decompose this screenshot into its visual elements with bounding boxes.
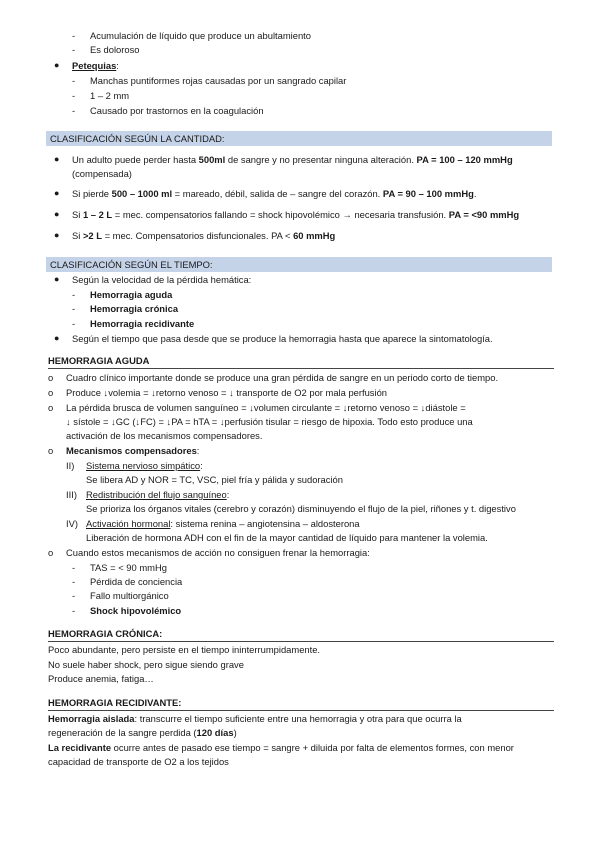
circle-bullet-icon: o — [48, 387, 54, 398]
roman-numeral: III) — [66, 489, 77, 500]
circle-bullet-icon: o — [48, 547, 54, 558]
bullet-icon: ● — [54, 209, 60, 219]
list-item: Si 1 – 2 L = mec. compensatorios fallando = shock hipovolémico → necesaria transfusión. PA = <90 mmHg — [72, 209, 520, 220]
list-item: Cuadro clínico importante donde se produce una gran pérdida de sangre en un periodo corto de tiempo. — [66, 372, 499, 383]
paragraph-line: La recidivante ocurre antes de pasado ese tiempo = sangre + diluida por falta de elementos formes, con menor — [48, 742, 514, 753]
list-item: Según el tiempo que pasa desde que se produce la hemorragia hasta que aparece la sintomatología. — [72, 333, 493, 344]
paragraph-line: No suele haber shock, pero sigue siendo grave — [48, 659, 244, 670]
dash-marker: - — [72, 90, 76, 101]
petequias-heading: Petequias: — [72, 60, 119, 71]
section-title-cronica: HEMORRAGIA CRÓNICA: — [48, 628, 163, 639]
section-divider — [48, 710, 554, 711]
dash-marker: - — [72, 30, 76, 41]
paragraph-line: Hemorragia aislada: transcurre el tiempo suficiente entre una hemorragia y otra para que ocurra la — [48, 713, 462, 724]
list-item: Shock hipovolémico — [90, 605, 182, 616]
mechanism-text: Liberación de hormona ADH con el fin de la mayor cantidad de líquido para mantener la volemia. — [86, 532, 488, 543]
dash-marker: - — [72, 44, 76, 55]
list-item: Mecanismos compensadores: — [66, 445, 200, 456]
dash-marker: - — [72, 289, 76, 300]
dash-marker: - — [72, 576, 76, 587]
mechanism-text: Se libera AD y NOR = TC, VSC, piel fría y pálida y sudoración — [86, 474, 343, 485]
section-title-recidivante: HEMORRAGIA RECIDIVANTE: — [48, 697, 182, 708]
list-item: Manchas puntiformes rojas causadas por un sangrado capilar — [90, 75, 347, 86]
list-item: Según la velocidad de la pérdida hemática: — [72, 274, 252, 285]
dash-marker: - — [72, 318, 76, 329]
bullet-icon: ● — [54, 60, 60, 70]
bullet-icon: ● — [54, 188, 60, 198]
list-item: Causado por trastornos en la coagulación — [90, 105, 264, 116]
list-item-continuation: ↓ sístole = ↓GC (↓FC) = ↓PA = hTA = ↓perfusión tisular = riesgo de hipoxia. Todo esto produce una — [66, 416, 473, 427]
list-item: Un adulto puede perder hasta 500ml de sangre y no presentar ninguna alteración. PA = 100 – 120 mmHg — [72, 154, 513, 165]
bullet-icon: ● — [54, 274, 60, 284]
bullet-icon: ● — [54, 333, 60, 343]
dash-marker: - — [72, 562, 76, 573]
list-item: Hemorragia recidivante — [90, 318, 195, 329]
list-item: Hemorragia aguda — [90, 289, 173, 300]
dash-marker: - — [72, 105, 76, 116]
list-item: La pérdida brusca de volumen sanguíneo = ↓volumen circulante = ↓retorno venoso = ↓diástole = — [66, 402, 466, 413]
list-item: Hemorragia crónica — [90, 303, 179, 314]
section-title-aguda: HEMORRAGIA AGUDA — [48, 355, 150, 366]
list-item: Fallo multiorgánico — [90, 590, 169, 601]
dash-marker: - — [72, 303, 76, 314]
circle-bullet-icon: o — [48, 445, 54, 456]
bullet-icon: ● — [54, 154, 60, 164]
mechanism-title: Activación hormonal: sistema renina – angiotensina – aldosterona — [86, 518, 360, 529]
section-header-tiempo: CLASIFICACIÓN SEGÚN EL TIEMPO: — [50, 259, 213, 270]
list-item-continuation: (compensada) — [72, 168, 132, 179]
paragraph-line: Produce anemia, fatiga… — [48, 673, 154, 684]
section-divider — [48, 641, 554, 642]
list-item: Si >2 L = mec. Compensatorios disfuncionales. PA < 60 mmHg — [72, 230, 336, 241]
mechanism-text: Se prioriza los órganos vitales (cerebro y corazón) disminuyendo el flujo de la piel, riñones y t. digestivo — [86, 503, 516, 514]
dash-marker: - — [72, 590, 76, 601]
circle-bullet-icon: o — [48, 372, 54, 383]
paragraph-line: regeneración de la sangre perdida (120 días) — [48, 727, 237, 738]
bullet-icon: ● — [54, 230, 60, 240]
section-divider — [48, 368, 554, 369]
section-header-cantidad: CLASIFICACIÓN SEGÚN LA CANTIDAD: — [50, 133, 225, 144]
list-item: TAS = < 90 mmHg — [90, 562, 167, 573]
section-header-band — [46, 257, 552, 272]
mechanism-title: Sistema nervioso simpático: — [86, 460, 203, 471]
list-item: 1 – 2 mm — [90, 90, 130, 101]
section-header-band — [46, 131, 552, 146]
roman-numeral: IV) — [66, 518, 78, 529]
paragraph-line: capacidad de transporte de O2 a los tejidos — [48, 756, 229, 767]
dash-marker: - — [72, 605, 76, 616]
list-item: Acumulación de líquido que produce un abultamiento — [90, 30, 311, 41]
circle-bullet-icon: o — [48, 402, 54, 413]
paragraph-line: Poco abundante, pero persiste en el tiempo ininterrumpidamente. — [48, 644, 321, 655]
list-item: Si pierde 500 – 1000 ml = mareado, débil, salida de – sangre del corazón. PA = 90 – 100 mmHg. — [72, 188, 477, 199]
dash-marker: - — [72, 75, 76, 86]
roman-numeral: II) — [66, 460, 75, 471]
list-item-continuation: activación de los mecanismos compensadores. — [66, 430, 263, 441]
list-item: Es doloroso — [90, 44, 140, 55]
list-item: Produce ↓volemia = ↓retorno venoso = ↓ transporte de O2 por mala perfusión — [66, 387, 388, 398]
list-item: Cuando estos mecanismos de acción no consiguen frenar la hemorragia: — [66, 547, 370, 558]
list-item: Pérdida de conciencia — [90, 576, 183, 587]
mechanism-title: Redistribución del flujo sanguíneo: — [86, 489, 230, 500]
